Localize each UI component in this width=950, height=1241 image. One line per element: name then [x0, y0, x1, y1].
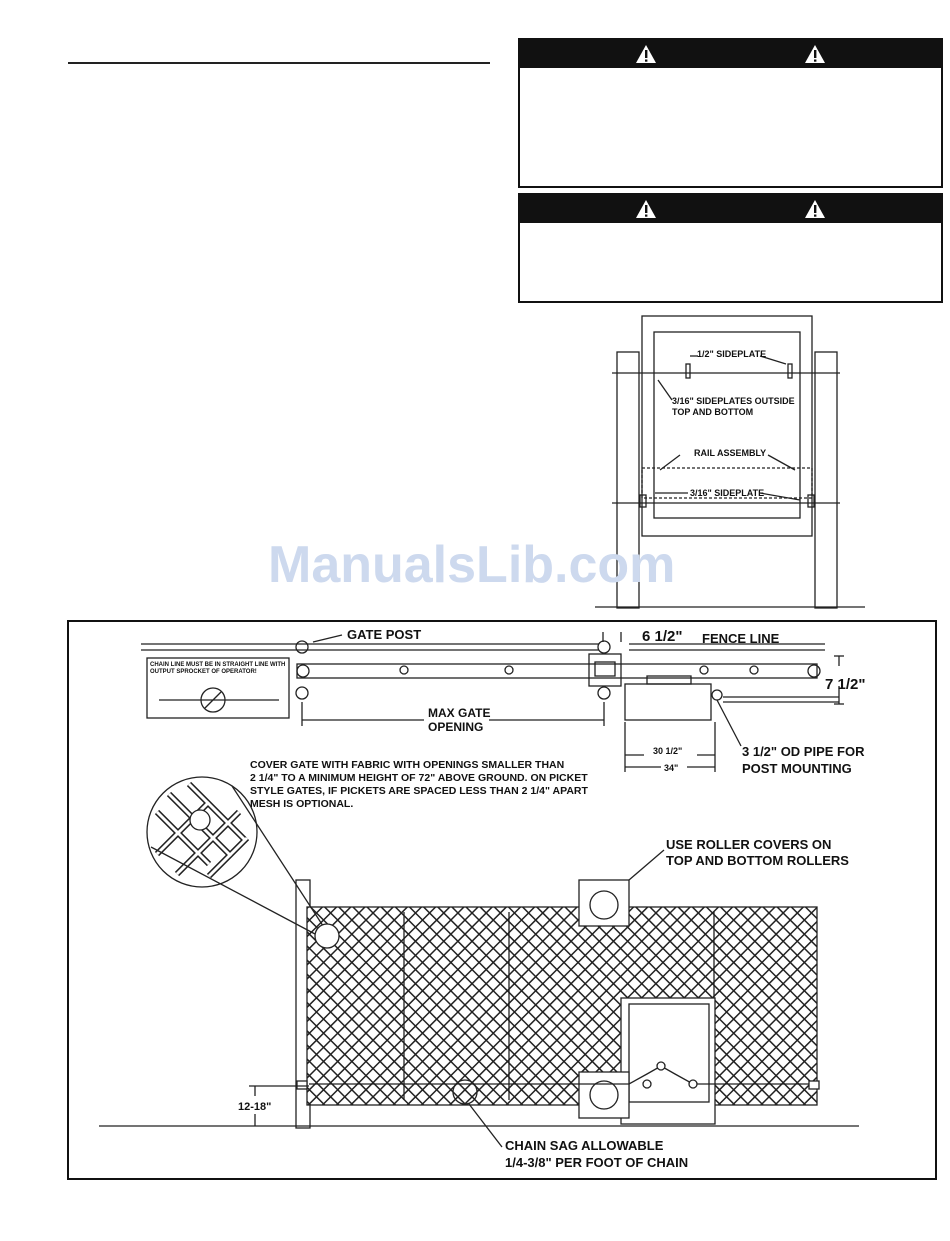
section-divider — [68, 62, 490, 64]
cover-note-line-1: COVER GATE WITH FABRIC WITH OPENINGS SMALLER THAN — [250, 759, 565, 771]
fence-line-label: FENCE LINE — [702, 631, 780, 646]
warning-box-2 — [518, 193, 943, 303]
right-post — [815, 352, 837, 608]
sideplates-outside-label-1: 3/16" SIDEPLATES OUTSIDE — [672, 396, 795, 406]
half-inch-sideplate-label: 1/2" SIDEPLATE — [697, 349, 767, 359]
sideplate-3-16-label: 3/16" SIDEPLATE — [690, 488, 765, 498]
dim-7-5-label: 7 1/2" — [825, 676, 866, 693]
sideplates-outside-label-2: TOP AND BOTTOM — [672, 407, 754, 417]
pipe-mounting-label-1: 3 1/2" OD PIPE FOR — [742, 744, 865, 759]
max-gate-label-2: OPENING — [428, 720, 484, 734]
cover-note-line-3: STYLE GATES, IF PICKETS ARE SPACED LESS THAN 2 1/4" APART — [250, 785, 588, 797]
roller-covers-label-1: USE ROLLER COVERS ON — [666, 837, 832, 852]
warning-triangle-icon — [635, 44, 657, 64]
cover-note-line-4: MESH IS OPTIONAL. — [250, 798, 354, 810]
chain-sag-label-2: 1/4-3/8" PER FOOT OF CHAIN — [505, 1155, 689, 1170]
dim-6-5-label: 6 1/2" — [642, 628, 683, 645]
roller-covers-label-2: TOP AND BOTTOM ROLLERS — [666, 853, 849, 868]
installation-drawing — [69, 622, 935, 1178]
chain-line-note: CHAIN LINE MUST BE IN STRAIGHT LINE WITH OUTPUT SPROCKET OF OPERATOR! — [150, 662, 286, 675]
rail-assembly-label: RAIL ASSEMBLY — [694, 448, 767, 458]
height-dim-label: 12-18" — [238, 1101, 272, 1113]
dim-30-5-label: 30 1/2" — [653, 746, 683, 756]
warning-header-1 — [520, 40, 941, 68]
chain-sag-label-1: CHAIN SAG ALLOWABLE — [505, 1138, 664, 1153]
warning-triangle-icon — [804, 44, 826, 64]
watermark: ManualsLib.com — [268, 536, 676, 594]
warning-box-1 — [518, 38, 943, 188]
gate-post-label: GATE POST — [347, 627, 422, 642]
max-gate-label-1: MAX GATE — [428, 706, 491, 720]
warning-triangle-icon — [804, 199, 826, 219]
warning-triangle-icon — [635, 199, 657, 219]
cover-note-line-2: 2 1/4" TO A MINIMUM HEIGHT OF 72" ABOVE GROUND. ON PICKET — [250, 772, 588, 784]
dim-34-label: 34" — [664, 763, 679, 773]
pipe-mounting-label-2: POST MOUNTING — [742, 761, 852, 776]
warning-header-2 — [520, 195, 941, 223]
